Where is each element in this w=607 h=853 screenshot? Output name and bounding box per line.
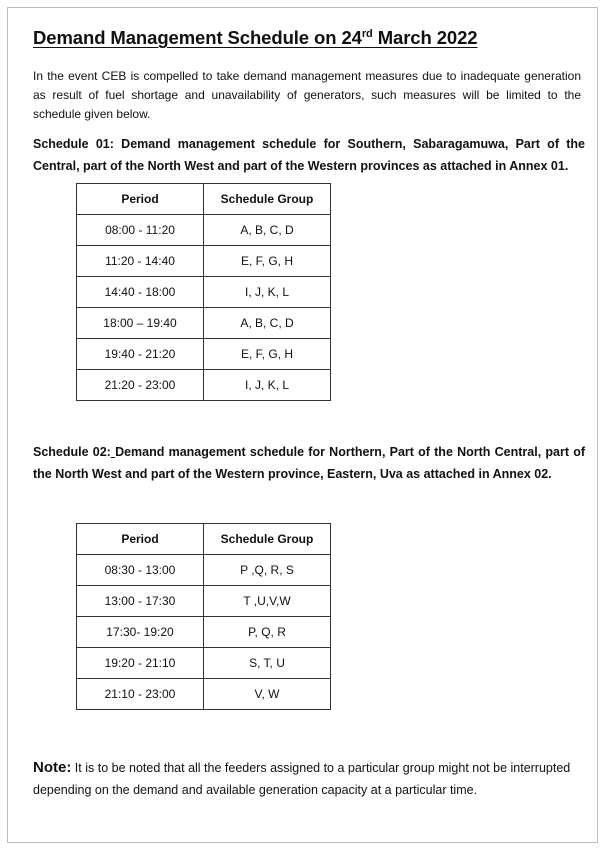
period-cell: 18:00 – 19:40 (77, 308, 204, 339)
group-cell: I, J, K, L (204, 277, 331, 308)
table-row (77, 617, 331, 648)
title-tail: March 2022 (372, 27, 478, 48)
period-cell: 19:40 - 21:20 (77, 339, 204, 370)
period-cell: 11:20 - 14:40 (77, 246, 204, 277)
table-row (77, 679, 331, 710)
table-row (77, 339, 331, 370)
group-cell: A, B, C, D (204, 308, 331, 339)
table-row (77, 555, 331, 586)
column-header-schedule-group: Schedule Group (204, 184, 331, 215)
table-row (77, 308, 331, 339)
group-cell: I, J, K, L (204, 370, 331, 401)
period-cell: 08:00 - 11:20 (77, 215, 204, 246)
table-header-row (77, 184, 331, 215)
period-cell: 08:30 - 13:00 (77, 555, 204, 586)
table-row (77, 370, 331, 401)
column-header-schedule-group: Schedule Group (204, 524, 331, 555)
period-cell: 13:00 - 17:30 (77, 586, 204, 617)
title-main: Demand Management Schedule on 24 (33, 27, 362, 48)
schedule-01-heading: Schedule 01: Demand management schedule for Southern, Sabaragamuwa, Part of the Central, part of the North West and part of the Western provinces as attached in Annex 01. (33, 137, 585, 173)
column-header-period: Period (77, 184, 204, 215)
table-row (77, 648, 331, 679)
note-paragraph (33, 757, 581, 801)
table-header-row (77, 524, 331, 555)
column-header-period: Period (77, 524, 204, 555)
group-cell: T ,U,V,W (204, 586, 331, 617)
group-cell: S, T, U (204, 648, 331, 679)
group-cell: P ,Q, R, S (204, 555, 331, 586)
schedule-01-table (76, 183, 331, 401)
table-row (77, 277, 331, 308)
period-cell: 19:20 - 21:10 (77, 648, 204, 679)
group-cell: E, F, G, H (204, 339, 331, 370)
title-superscript: rd (361, 27, 373, 40)
group-cell: E, F, G, H (204, 246, 331, 277)
table-row (77, 586, 331, 617)
intro-paragraph: In the event CEB is compelled to take demand management measures due to inadequate generation as result of fuel shortage and unavailability of generators, such measures will be limited to the schedule given below. (33, 69, 581, 121)
schedule-02-description: Demand management schedule for Northern, Part of the North Central, part of the North West and part of the Western province, Eastern, Uva as attached in Annex 02. (33, 445, 585, 481)
group-cell: V, W (204, 679, 331, 710)
schedule-02-heading (33, 441, 585, 485)
group-cell: A, B, C, D (204, 215, 331, 246)
period-cell: 17:30- 19:20 (77, 617, 204, 648)
note-label: Note: (33, 759, 72, 776)
schedule-02-table (76, 523, 331, 710)
schedule-02-label: Schedule 02: (33, 445, 111, 459)
period-cell: 21:20 - 23:00 (77, 370, 204, 401)
note-text: It is to be noted that all the feeders assigned to a particular group might not be interrupted depending on the demand and available generation capacity at a particular time. (33, 761, 571, 797)
table-row (77, 246, 331, 277)
period-cell: 21:10 - 23:00 (77, 679, 204, 710)
table-row (77, 215, 331, 246)
period-cell: 14:40 - 18:00 (77, 277, 204, 308)
page-title (33, 27, 478, 49)
group-cell: P, Q, R (204, 617, 331, 648)
